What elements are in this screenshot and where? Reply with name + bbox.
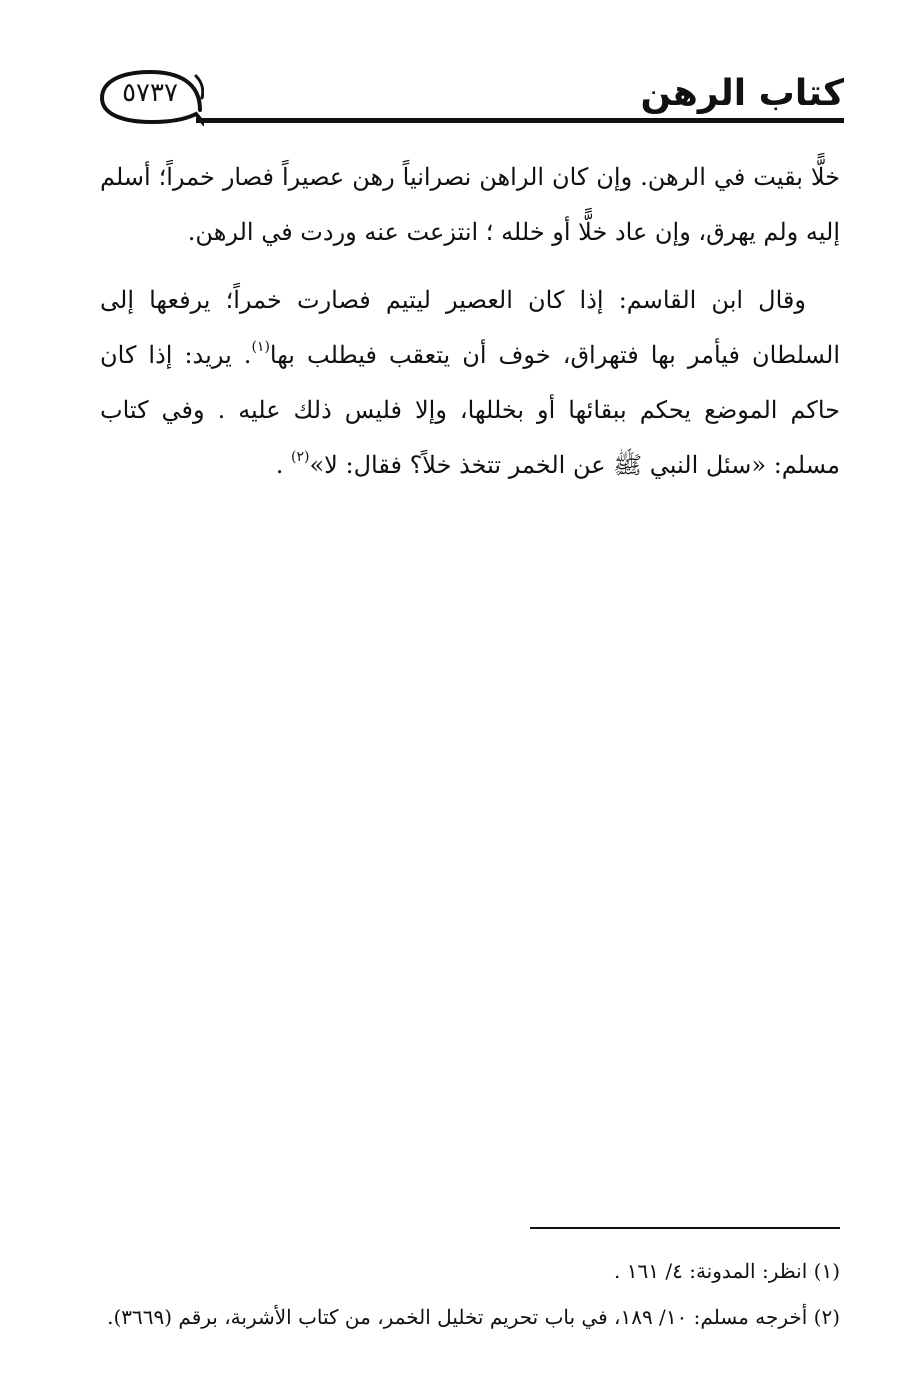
header-rule bbox=[196, 118, 844, 123]
paragraph bbox=[100, 273, 840, 493]
footnote-separator bbox=[530, 1227, 840, 1229]
paragraph: خلًّا بقيت في الرهن. وإن كان الراهن نصرانياً رهن عصيراً فصار خمراً؛ أسلم إليه ولم يهرق، وإن عاد خلًّا أو خلله ؛ انتزعت عنه وردت في الرهن. bbox=[100, 163, 840, 246]
paragraph-text: . bbox=[275, 451, 292, 479]
footnote: (٢) أخرجه مسلم: ١٠/ ١٨٩، في باب تحريم تخليل الخمر، من كتاب الأشربة، برقم (٣٦٦٩). bbox=[107, 1305, 840, 1329]
page-header bbox=[96, 62, 844, 128]
page-number-frame bbox=[96, 66, 204, 124]
footnote-reference[interactable]: (٢) bbox=[291, 449, 310, 465]
footnote-reference[interactable]: (١) bbox=[251, 339, 270, 355]
running-title: كتاب الرهن bbox=[640, 73, 844, 114]
paragraph-text: وقال ابن القاسم: إذا كان العصير ليتيم فصارت خمراً؛ يرفعها إلى السلطان فيأمر بها فتهراق، خوف أن يتعقب فيطلب بها bbox=[100, 286, 841, 369]
page-number: ٥٧٣٧ bbox=[122, 78, 178, 108]
footnote: (١) انظر: المدونة: ٤/ ١٦١ . bbox=[614, 1259, 840, 1283]
footnotes bbox=[100, 1248, 840, 1340]
main-text bbox=[100, 150, 840, 493]
paragraph-text: . يريد: إذا كان حاكم الموضع يحكم ببقائها أو بخللها، وإلا فليس ذلك عليه . وفي كتاب مسلم: «سئل النبي ﷺ عن الخمر تتخذ خلاً؟ فقال: لا» bbox=[100, 341, 840, 479]
